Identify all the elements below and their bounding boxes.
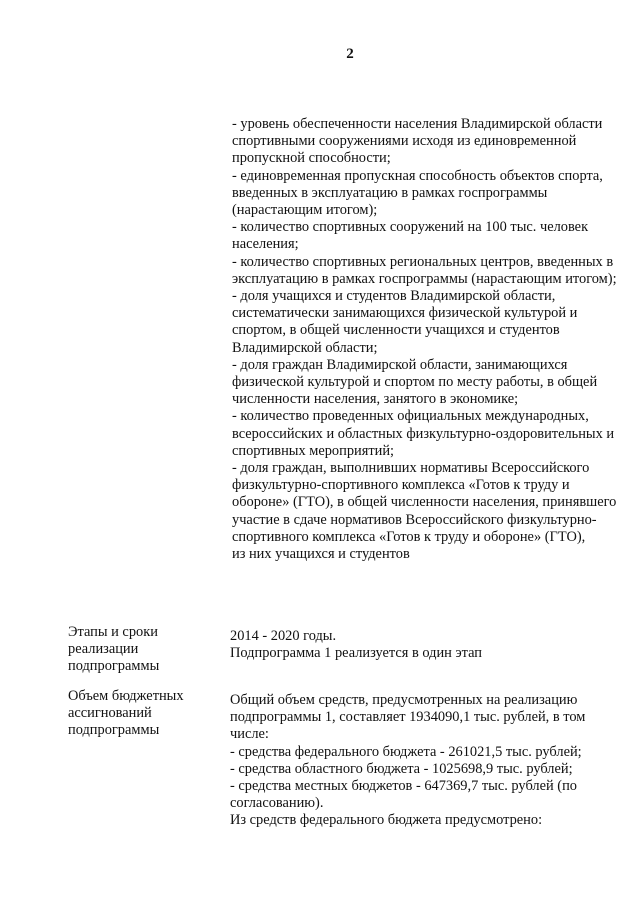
budget-line: Общий объем средств, предусмотренных на реализацию подпрограммы 1, составляет 1934090,1 тыс. рублей, в том числе: — [230, 692, 586, 743]
stages-value — [230, 628, 615, 662]
indicator-item: - доля граждан Владимирской области, занимающихся физической культурой и спортом по месту работы, в общей численности населения, занятого в экономике; — [232, 356, 598, 408]
stages-line: 2014 - 2020 годы. — [230, 628, 337, 644]
budget-line: - средства местных бюджетов - 647369,7 тыс. рублей (по согласованию). — [230, 778, 577, 812]
indicator-item: из них учащихся и студентов — [232, 546, 410, 563]
indicator-item: - уровень обеспеченности населения Владимирской области спортивными сооружениями исходя из единовременной пропускной способности; — [232, 116, 603, 167]
indicator-item: - единовременная пропускная способность объектов спорта, введенных в эксплуатацию в рамках госпрограммы (нарастающим итогом); — [232, 167, 603, 219]
budget-line: - средства областного бюджета - 1025698,9 тыс. рублей; — [230, 760, 573, 777]
budget-value — [230, 692, 615, 830]
indicator-item: - доля учащихся и студентов Владимирской области, систематически занимающихся физической культурой и спортом, в общей численности учащихся и студентов Владимирской области; — [232, 288, 578, 356]
indicator-item: - доля граждан, выполнивших нормативы Всероссийского физкультурно-спортивного комплекса «Готов к труду и обороне» (ГТО), в общей численности населения, принявшего участие в сдаче нормативов Всероссийского физкультурно-спортивного комплекса «Готов к труду и обороне» (ГТО), — [232, 460, 617, 545]
indicator-list — [232, 116, 617, 563]
indicator-item: - количество спортивных сооружений на 100 тыс. человек населения; — [232, 219, 589, 253]
indicator-item: - количество проведенных официальных международных, всероссийских и областных физкультурно-оздоровительных и спортивных мероприятий; — [232, 408, 615, 459]
budget-label: Объем бюджетных ассигнований подпрограммы — [68, 688, 184, 739]
stages-line: Подпрограмма 1 реализуется в один этап — [230, 645, 482, 662]
budget-line: - средства федерального бюджета - 261021,5 тыс. рублей; — [230, 743, 582, 760]
page-number: 2 — [346, 46, 354, 62]
indicator-item: - количество спортивных региональных центров, введенных в эксплуатацию в рамках госпрограммы (нарастающим итогом); — [232, 253, 617, 287]
budget-line: Из средств федерального бюджета предусмотрено: — [230, 812, 543, 829]
stages-label: Этапы и сроки реализации подпрограммы — [68, 624, 160, 675]
